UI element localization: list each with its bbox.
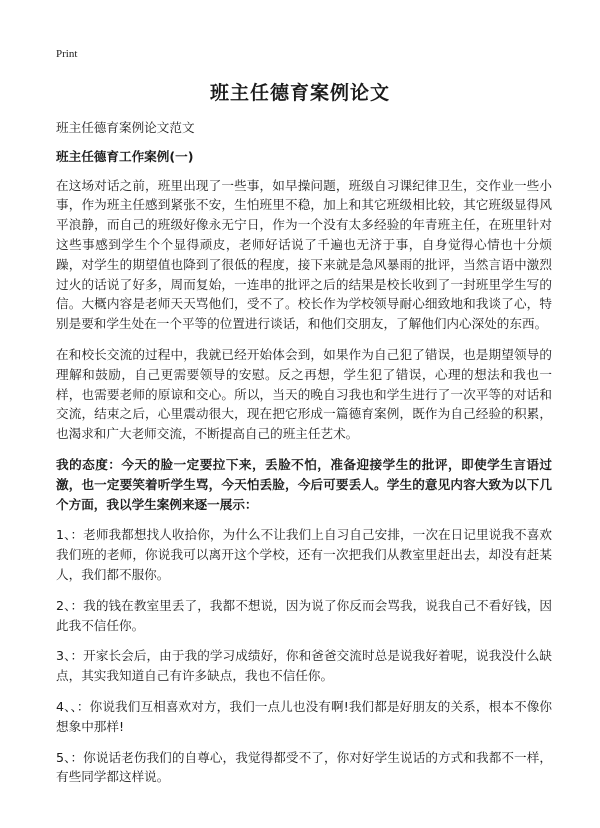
- article-subtitle: 班主任德育案例论文范文: [56, 120, 195, 135]
- print-link[interactable]: Print: [56, 48, 78, 60]
- list-item-case-2: 2、：我的钱在教室里丢了，我都不想说，因为说了你反而会骂我，说我自己不看好钱，因此我不信任你。: [56, 597, 552, 633]
- list-item-case-1: 1、：老师我都想找人收拾你，为什么不让我们上自习自己安排，一次在日记里说我不喜欢我们班的老师，你说我可以离开这个学校，还有一次把我们从教室里赶出去，却没有赶某人，我们都不服你。: [56, 527, 552, 582]
- article-body: [56, 118, 552, 798]
- section-heading: 班主任德育工作案例(一): [56, 148, 194, 164]
- list-item-case-4: 4、、：你说我们互相喜欢对方，我们一点儿也没有啊!我们都是好朋友的关系，根本不像你想象中那样!: [56, 698, 552, 734]
- page-title: 班主任德育案例论文: [209, 82, 390, 104]
- paragraph-attitude: 我的态度：今天的脸一定要拉下来，丢脸不怕，准备迎接学生的批评，即使学生言语过激，也一定要笑着听学生骂，今天怕丢脸，今后可要丢人。学生的意见内容大致为以下几个方面，我以学生案例来逐一展示：: [56, 456, 552, 512]
- list-item-case-3: 3、：开家长会后，由于我的学习成绩好，你和爸爸交流时总是说我好着呢，说我没什么缺点，其实我知道自己有许多缺点，我也不信任你。: [56, 648, 552, 684]
- paragraph-reflection: 在和校长交流的过程中，我就已经开始体会到，如果作为自己犯了错误，也是期望领导的理解和鼓励，自己更需要领导的安慰。反之再想，学生犯了错误，心理的想法和我也一样，也需要老师的原谅和交心。所以，当天的晚自习我也和学生进行了一次平等的对话和交流，结束之后，心里震动很大，现在把它形成一篇德育案例，既作为自己经验的积累，也渴求和广大老师交流，不断提高自己的班主任艺术。: [56, 346, 552, 442]
- paragraph-intro: 在这场对话之前，班里出现了一些事，如早操问题，班级自习课纪律卫生，交作业一些小事，作为班主任感到紧张不安，生怕班里不稳，加上和其它班级相比较，其它班级显得风平浪静，而自己的班级好像永无宁日，作为一个没有太多经验的年青班主任，在班里针对这些事感到学生个个显得顽皮，老师好话说了千遍也无济于事，自身觉得心情也十分烦躁，对学生的期望值也降到了很低的程度，接下来就是急风暴雨的批评，当然言语中激烈过火的话说了好多，周而复始，一连串的批评之后的结果是校长收到了一封班里学生写的信。大概内容是老师天天骂他们，受不了。校长作为学校领导耐心细致地和我谈了心，特别是要和学生处在一个平等的位置进行谈话，和他们交朋友，了解他们内心深处的东西。: [56, 177, 552, 332]
- list-item-case-5: 5、：你说话老伤我们的自尊心，我觉得都受不了，你对好学生说话的方式和我都不一样，有些同学都这样说。: [56, 749, 552, 785]
